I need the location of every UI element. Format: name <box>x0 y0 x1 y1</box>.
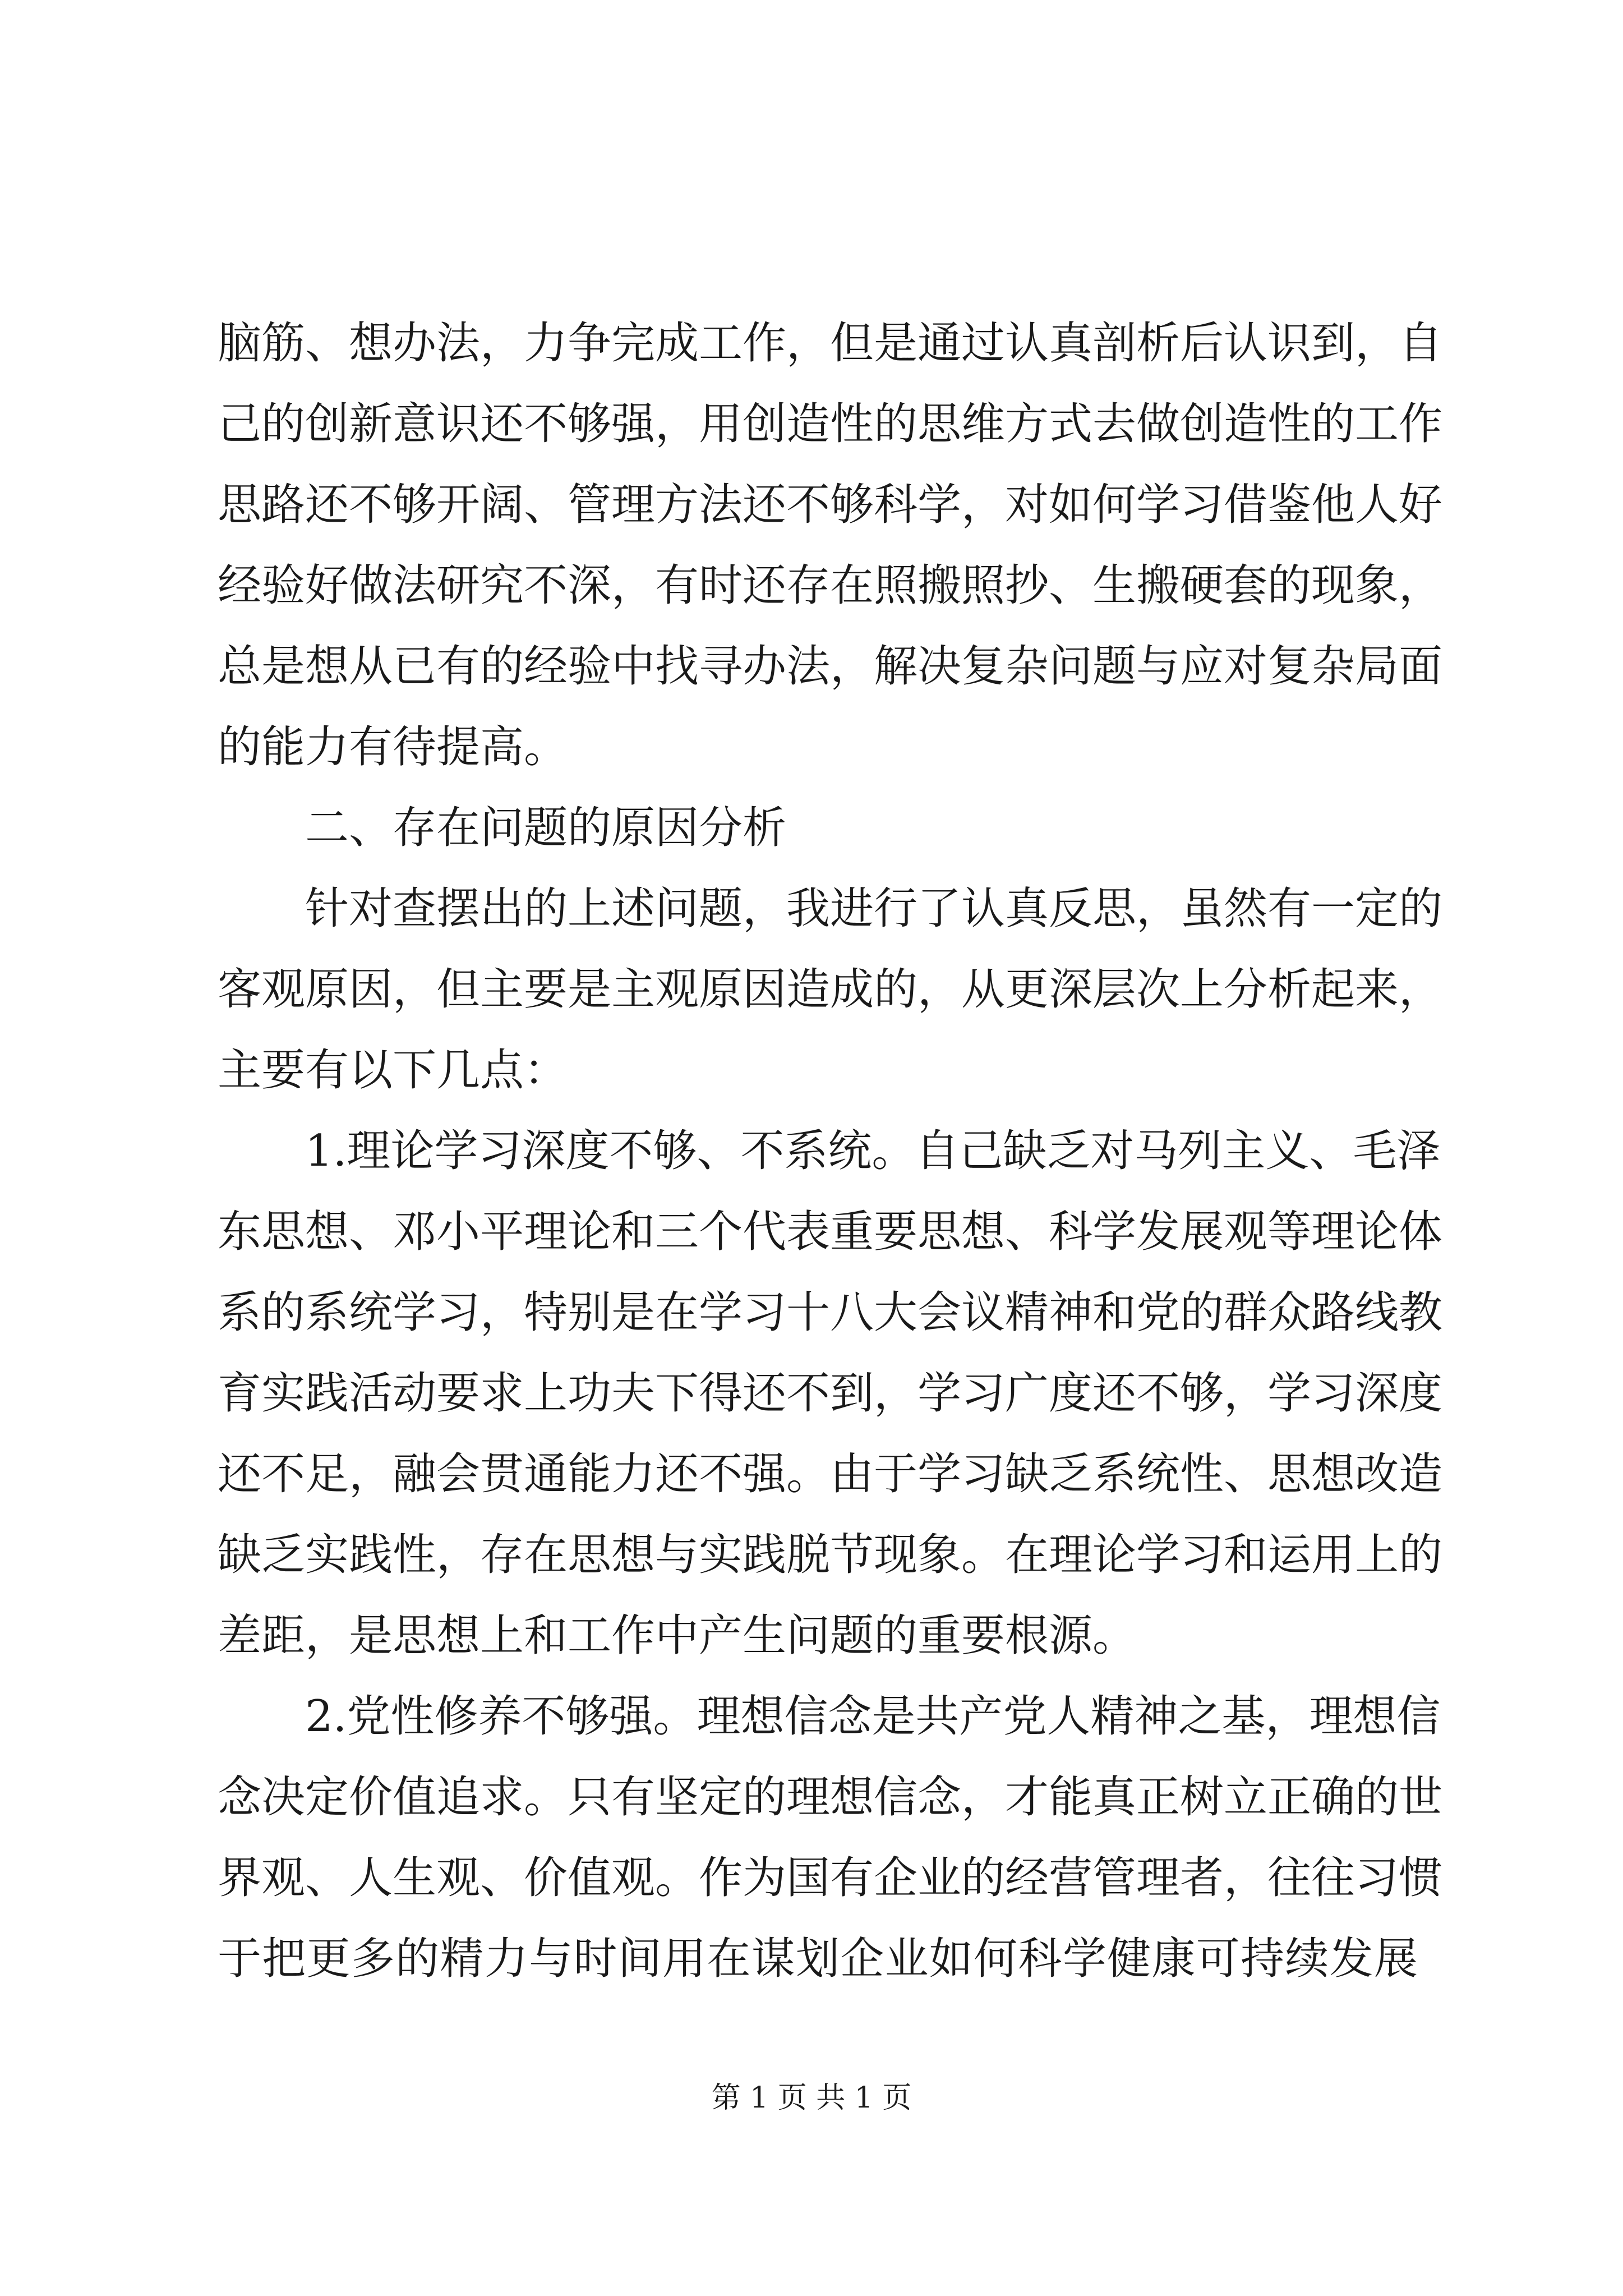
text-line: 2.党性修养不够强。理想信念是共产党人精神之基，理想信 <box>305 1691 1441 1742</box>
text-line: 己的创新意识还不够强，用创造性的思维方式去做创造性的工作 <box>218 399 1443 449</box>
text-line: 经验好做法研究不深，有时还存在照搬照抄、生搬硬套的现象， <box>218 560 1443 611</box>
text-line: 1.理论学习深度不够、不系统。自己缺乏对马列主义、毛泽 <box>305 1126 1441 1176</box>
text-line: 脑筋、想办法，力争完成工作，但是通过认真剖析后认识到，自 <box>218 318 1443 369</box>
text-line: 的能力有待提高。 <box>218 722 568 772</box>
page-footer: 第 1 页 共 1 页 <box>711 2081 912 2115</box>
text-line: 东思想、邓小平理论和三个代表重要思想、科学发展观等理论体 <box>218 1207 1443 1257</box>
text-line: 界观、人生观、价值观。作为国有企业的经营管理者，往往习惯 <box>218 1853 1443 1903</box>
document-body <box>218 303 1443 1999</box>
text-line: 系的系统学习，特别是在学习十八大会议精神和党的群众路线教 <box>218 1287 1443 1338</box>
section-heading: 二、存在问题的原因分析 <box>305 803 787 853</box>
text-line: 还不足，融会贯通能力还不强。由于学习缺乏系统性、思想改造 <box>218 1449 1443 1499</box>
text-line: 客观原因，但主要是主观原因造成的，从更深层次上分析起来， <box>218 964 1443 1015</box>
text-line: 主要有以下几点： <box>218 1045 568 1096</box>
text-line: 缺乏实践性，存在思想与实践脱节现象。在理论学习和运用上的 <box>218 1530 1443 1580</box>
text-line: 育实践活动要求上功夫下得还不到，学习广度还不够，学习深度 <box>218 1368 1443 1419</box>
text-line: 念决定价值追求。只有坚定的理想信念，才能真正树立正确的世 <box>218 1772 1443 1823</box>
text-line: 思路还不够开阔、管理方法还不够科学，对如何学习借鉴他人好 <box>218 480 1443 530</box>
text-line: 差距，是思想上和工作中产生问题的重要根源。 <box>218 1611 1137 1661</box>
text-line: 总是想从已有的经验中找寻办法，解决复杂问题与应对复杂局面 <box>218 641 1443 692</box>
text-line: 针对查摆出的上述问题，我进行了认真反思，虽然有一定的 <box>305 884 1443 934</box>
text-line: 于把更多的精力与时间用在谋划企业如何科学健康可持续发展 <box>218 1934 1418 1984</box>
